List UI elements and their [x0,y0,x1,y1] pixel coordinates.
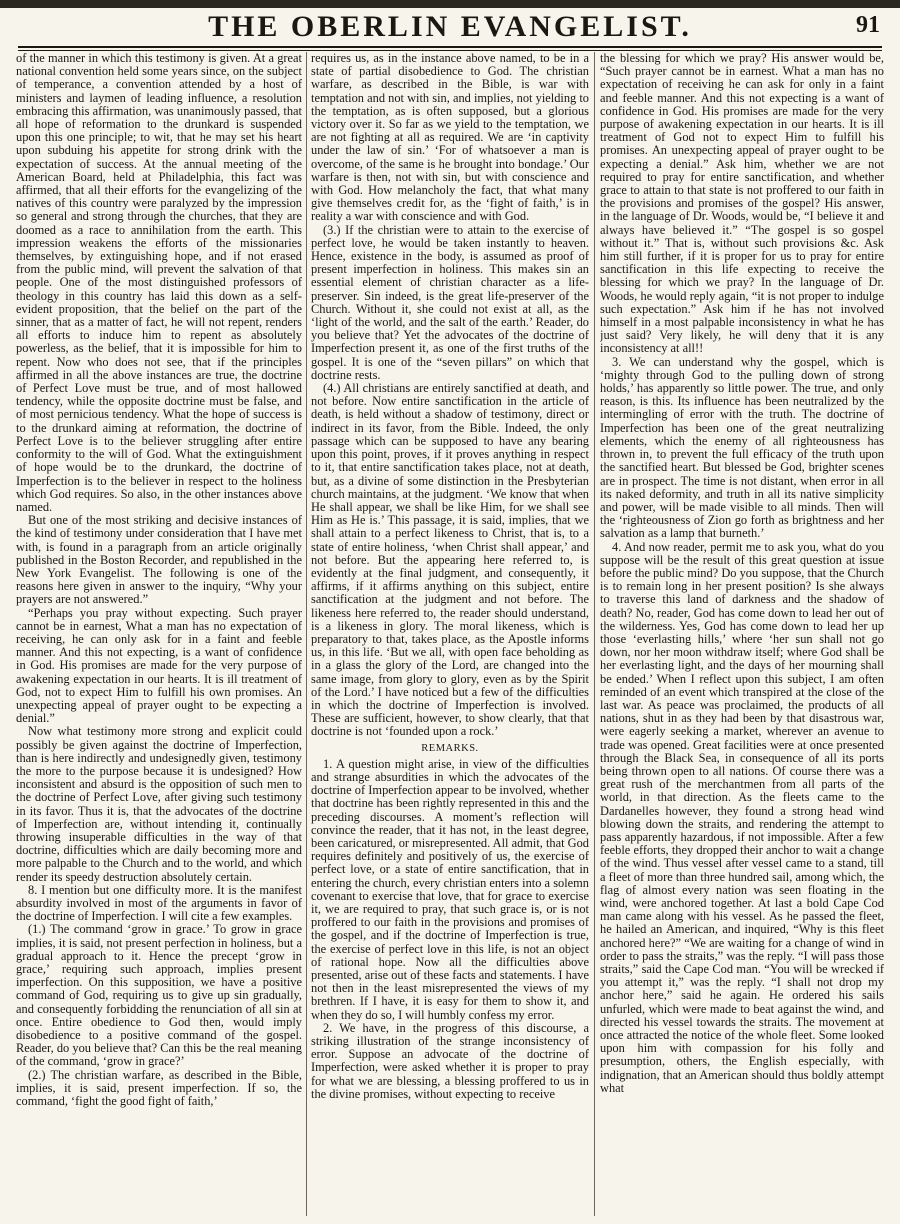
paragraph: 8. I mention but one difficulty more. It is the manifest absurdity involved in most of the arguments in favor of the doctrine of Imperfection. I will cite a few examples. [16,882,302,924]
paragraph: of the manner in which this testimony is given. At a great national convention held some years since, on the subject of temperance, a convention attended by a host of ministers and laymen of leading influence, a resolution embracing this affirmation, was unanimously passed, that all hope of reformation to the drunkard is suspended upon this one principle; to wit, that he may set his heart upon subduing his appetite for strong drink with the expectation of success. At the annual meeting of the American Board, held at Philadelphia, this fact was affirmed, that all their efforts for the evangelizing of the natives of this country were paralyzed by the impression so general and strong through the churches, that they are doomed as a race to annihilation from the earth. This impression weakens the efforts of the missionaries themselves, by extinguishing hope, and if not erased from the public mind, will prevent the salvation of that people. One of the most distinguished professors of theology in this country has laid this down as a self-evident proposition, that the belief on the part of the sinner, that as a matter of fact, he will not repent, renders all efforts to induce him to repent as absolutely powerless, as the belief, that it is impossible for him to repent. Now who does not see, that if the principles affirmed in all the above instances are true, the doctrine of Perfect Love must be true, and of most hallowed tendency, while the opposite doctrine must be false, and of most pernicious tendency. What the hope of success is to the drunkard aiming at reformation, the doctrine of Perfect Love is to the believer struggling after entire conformity to the will of God. What the extinguishment of hope would be to the drunkard, the doctrine of Imperfection is to the believer in respect to the holiness which God requires. So also, in the other instances above named. [16,52,302,514]
text-column-1 [16,52,302,1216]
column-divider [594,52,595,1216]
text-column-3 [600,52,884,1216]
paragraph: Now what testimony more strong and explicit could possibly be given against the doctrine of Imperfection, than is here indirectly and undesignedly given, testimony the more to the purpose because it is undesigned? How inconsistent and absurd is the opposition of such men to the doctrine of Perfect Love, after giving such testimony in its favor. Thus it is, that the advocates of the doctrine of Imperfection are, without intending it, continually throwing insuperable difficulties in the way of that doctrine, difficulties which are daily becoming more and more palpable to the Church and to the world, and which render its speedy destruction absolutely certain. [16,724,302,884]
header-rule-thick [18,46,882,48]
paragraph: (3.) If the christian were to attain to the exercise of perfect love, he would be taken instantly to heaven. Hence, existence in the body, is assumed as proof of present imperfection in holiness. This makes sin an essential element of christian character as a life-preserver. Sin indeed, is the great life-preserver of the Church. Without it, she could not exist at all, as the ‘light of the world, and the salt of the earth.’ Reader, do you believe that? Yet the advocates of the doctrine of Imperfection present it, as one of the first truths of the gospel. It is one of the “seven pillars” on which that doctrine rests. [311,222,589,382]
column-divider [306,52,307,1216]
paragraph: “Perhaps you pray without expecting. Such prayer cannot be in earnest, What a man has no expectation of receiving, he can only ask for in a faint and feeble manner. And this not expecting, is a want of confidence in God. His promises are made for the very purpose of awakening expectation in our hearts. It is ill treatment of God, not to expect Him to fulfill his own promises. An unexpecting appeal of prayer ought to be expecting a denial.” [16,605,302,726]
paragraph: (1.) The command ‘grow in grace.’ To grow in grace implies, it is said, not present perfection in holiness, but a gradual approach to it. Hence the precept ‘grow in grace,’ requiring such approach, implies present imperfection. On this supposition, we have a positive command of God, requiring us to give up sin gradually, and consequently forbidding the renunciation of all sin at once. Entire obedience to God then, would imply disobedience to a positive command of the gospel. Reader, do you believe that? Can this be the real meaning of the command, ‘grow in grace?’ [16,922,302,1069]
paragraph: 3. We can understand why the gospel, which is ‘mighty through God to the pulling down of strong holds,’ has apparently so little power. The true, and only reason, is this. Its influence has been neutralized by the intermingling of error with the truth. The doctrine of Imperfection has been one of the great neutralizing elements, which the enemy of all righteousness has thrown in, to prevent the full efficacy of the truth upon the sanctified heart. But blessed be God, brighter scenes are in prospect. The time is not distant, when error in all its naked deformity, and truth in all its native simplicity and power, will be made visible to all minds. Then will the ‘righteousness of Zion go forth as brightness and her salvation as a lamp that burneth.’ [600,354,884,541]
paragraph: 1. A question might arise, in view of the difficulties and strange absurdities in which the advocates of the doctrine of Imperfection appear to be involved, whether that doctrine has been rightly represented in this and the preceding discourses. A moment’s reflection will convince the reader, that it has not, in the least degree, been caricatured, or misrepresented. All admit, that God requires definitely and positively of us, the exercise of perfect love, or a state of entire sanctification, that in entering the church, every christian enters into a solemn covenant to exercise that love, that for grace to exercise it, we are required to pray, that such grace is, or is not proffered to our faith in the provisions and promises of the gospel, and if the doctrine of Imperfection is true, the exercise of perfect love in this life, is not an object of rational hope. Now all the difficulties above presented, arise out of these facts and statements. I have not then in the least misrepresented the views of my brethren. If I have, it is easy for them to show it, and when they do so, I will humbly confess my error. [311,756,589,1022]
paragraph: 2. We have, in the progress of this discourse, a striking illustration of the strange inconsistency of error. Suppose an advocate of the doctrine of Imperfection, were asked whether it is proper to pray for what we are blessing, a blessing proffered to us in the divine promises, without expecting to receive [311,1020,589,1101]
paragraph: requires us, as in the instance above named, to be in a state of partial disobedience to God. The christian warfare, as described in the Bible, is war with temptation and not with sin, and implies, not yielding to the temptation, as is often supposed, but a glorious victory over it. So far as we yield to the temptation, we are not fighting at all as required. We are ‘in captivity under the law of sin.’ ‘For of whatsoever a man is overcome, of the same is he brought into bondage.’ Our warfare is then, not with sin, but with conscience and with God. How melancholy the fact, that what many give themselves credit for, as the ‘fight of faith,’ is in reality a war with conscience and with God. [311,52,589,224]
paragraph: (4.) All christians are entirely sanctified at death, and not before. Now entire sanctification in the article of death, is held without a shadow of testimony, direct or indirect in its favor, from the Bible. Indeed, the only passage which can be supposed to have any bearing upon this point, proves, if it proves anything in respect to it, that entire sanctification takes place, not at death, but, as a divine of some distinction in the Presbyterian church maintains, at the judgment. ‘We know that when He shall appear, we shall be like Him, for we shall see Him as He is.’ This passage, it is said, implies, that we shall attain to a perfect likeness to Christ, that is, to a state of entire holiness, ‘when Christ shall appear,’ and not before. But the appearing here referred to, is evidently at the final judgment, and consequently, it affirms, if it affirms anything on this subject, entire sanctification at the judgment and not before. The likeness here referred to, the reader should understand, is a likeness in glory. The moral likeness, which is preparatory to that, takes place, as the Apostle informs us, in this life. ‘But we all, with open face beholding as in a glass the glory of the Lord, are changed into the same image, from glory to glory, even as by the Spirit of the Lord.’ I have noticed but a few of the difficulties in which the doctrine of Imperfection is involved. These are sufficient, however, to show clearly, that that doctrine is not ‘founded upon a rock.’ [311,381,589,739]
section-heading: REMARKS. [421,742,479,754]
paragraph: 4. And now reader, permit me to ask you, what do you suppose will be the result of this great question at issue before the public mind? Do you suppose, that the Church is to remain long in her present position? Is she always to traverse this land of darkness and the shadow of death? No, reader, God has come down to lead her out of the wilderness. Yes, God has come down to lead her up those ‘everlasting hills,’ where ‘her sun shall not go down, nor her moon withdraw itself; where God shall be her everlasting light, and the days of her mourning shall be ended.’ When I reflect upon this subject, I am often reminded of an event which transpired at the close of the last war. As peace was proclaimed, the products of all nations, shut in as they had been by that disastrous war, were eagerly seeking a market, wherever an avenue to trade was opened. Great facilities were at once presented through the Black Sea, in consequence of all its ports being thrown open to all nations. Of course there was a great rush of the merchantmen from all parts of the world, in that direction. As the fleets came to the Dardanelles however, they found a strong head wind blowing down the straits, and rendering the attempt to pass apparently hazardous, if not impossible. After a few feeble efforts, they dropped their anchor to wait a change of the wind. Thus vessel after vessel came to a stand, till a fleet of more than three hundred sail, among which, the flag of almost every nation was seen floating in the wind, were anchored together. At last a bold Cape Cod man came along with his vessel. As he passed the fleet, he hailed an American, and inquired, “Why is this fleet anchored here?” “We are waiting for a change of wind in order to pass the straits,” was the reply. “I will pass those straits,” said the Cape Cod man. “You will be wrecked if you attempt it,” was the reply. “I shall not drop my anchor here,” said he again. He ordered his sails unfurled, which were made to beat against the wind, and directed his vessel towards the straits. The movement at once attracted the notice of the whole fleet. Some looked upon him with compassion for his folly and presumption, others, the English especially, with indignation, that an American should thus boldly attempt what [600,539,884,1095]
top-border [0,0,900,8]
header-rule-thin [18,50,882,51]
page-title: THE OBERLIN EVANGELIST. [208,10,692,43]
page-number: 91 [856,12,880,38]
masthead [18,8,882,46]
paragraph: But one of the most striking and decisive instances of the kind of testimony under consideration that I have met with, is found in a paragraph from an article originally published in the Boston Recorder, and republished in the New York Evangelist. The following is one of the reasons here given in answer to the inquiry, “Why your prayers are not answered.” [16,513,302,607]
paragraph: (2.) The christian warfare, as described in the Bible, implies, it is said, present imperfection. If so, the command, ‘fight the good fight of faith,’ [16,1067,302,1109]
text-column-2 [311,52,589,1216]
paragraph: the blessing for which we pray? His answer would be, “Such prayer cannot be in earnest. What a man has no expectation of receiving he can ask for only in a faint and feeble manner. And this not expecting is a want of confidence in God. His promises are made for the very purpose of awakening expectation in our hearts. It is ill treatment of God not to expect Him to fulfill his promises. An unexpecting appeal of prayer ought to be expecting a denial.” Ask him, whether we are not required to pray for entire sanctification, and whether grace to attain to that state is not proffered to our faith in the provisions and promises of the gospel? His answer, in the language of Dr. Woods, would be, “I believe it and always have believed it.” “The gospel is so gospel without it.” That is, without such provisions &c. Ask him still further, if it is proper for us to pray for entire sanctification in this life expecting to receive the blessing for which we pray? In the language of Dr. Woods, he would reply again, “it is not proper to indulge such expectation.” Ask him if he has not involved himself in a most palpable inconsistency in what he has just said? Very likely, he will deny that it is any inconsistency at all!! [600,52,884,356]
